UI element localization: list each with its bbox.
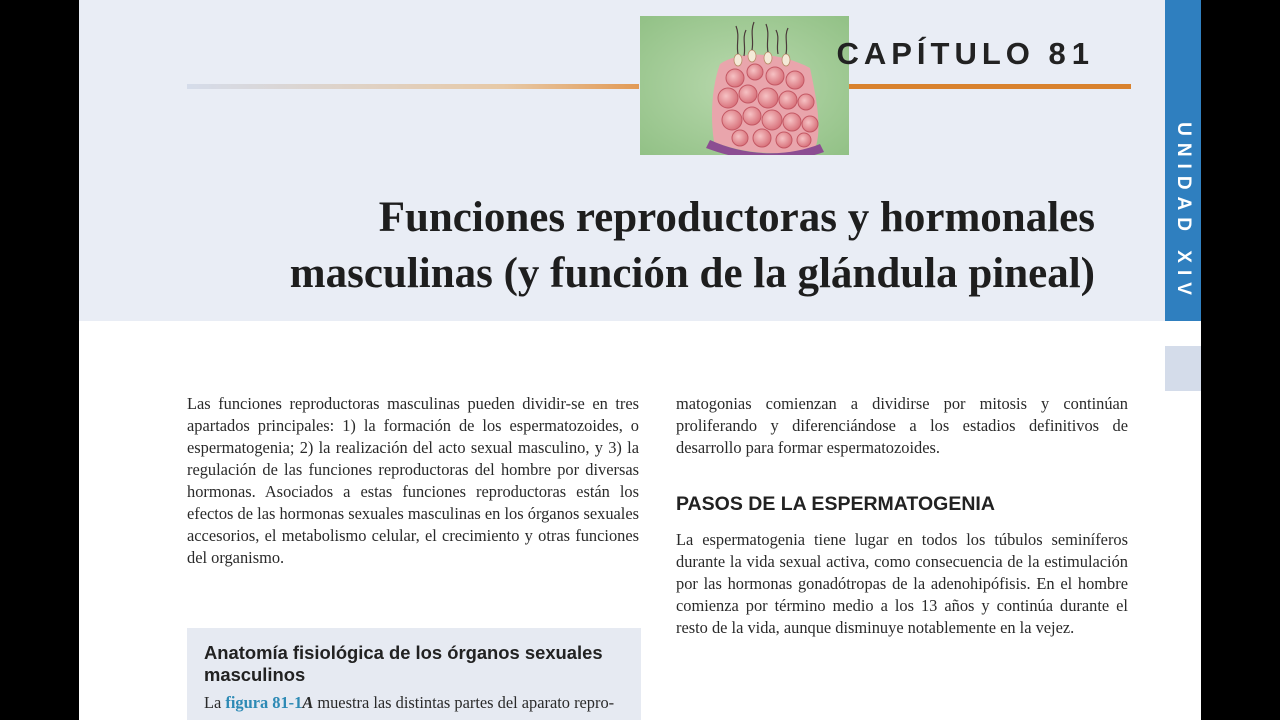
section-paragraph: La espermatogenia tiene lugar en todos los túbulos seminíferos durante la vida sexual activa, como consecuencia de la estimulación por las hormonas gonadótropas de la adenohipófisis. En el hombre comienza por término medio a los 13 años y continúa durante el resto de la vida, aunque disminuye notablemente en la vejez. [676, 530, 1128, 637]
chapter-number: 81 [1048, 36, 1095, 71]
chapter-title [195, 190, 1095, 302]
chapter-title-line1: Funciones reproductoras y hormonales [378, 194, 1095, 241]
section-heading: PASOS DE LA ESPERMATOGENIA [676, 493, 995, 515]
box-title: Anatomía fisiológica de los órganos sexuales masculinos [204, 642, 603, 685]
chapter-label-text: CAPÍTULO [836, 36, 1035, 71]
chapter-title-line2: masculinas (y función de la glándula pineal) [289, 250, 1095, 297]
unit-tab-label: UNIDAD XIV [1173, 122, 1194, 302]
box-text [204, 692, 634, 714]
tissue-illustration-svg [640, 16, 849, 155]
sidebar-box [187, 628, 641, 720]
box-text-rest: muestra las distintas partes del aparato repro- [313, 693, 615, 712]
chapter-header [79, 0, 1165, 321]
continuation-paragraph: matogonias comienzan a dividirse por mitosis y continúan proliferando y diferenciándose a los estadios definitivos de desarrollo para formar espermatozoides. [676, 394, 1128, 457]
tissue-illustration [640, 16, 849, 155]
chapter-label [836, 36, 1095, 72]
box-text-prefix: La [204, 693, 226, 712]
figure-letter: A [302, 693, 314, 712]
unit-tab-light [1165, 346, 1201, 391]
header-rule-left [187, 84, 639, 89]
figure-reference-link[interactable]: figura 81-1 [225, 693, 303, 712]
intro-paragraph: Las funciones reproductoras masculinas pueden dividir-se en tres apartados principales: 1) la formación de los espermatozoides, o espermatogenia; 2) la realización del acto sexual masculino, y 3) la regulación de las funciones reproductoras del hombre por diversas hormonas. Asociados a estas funciones reproductoras están los efectos de las hormonas sexuales masculinas en los órganos sexuales accesorios, el metabolismo celular, el crecimiento y otras funciones del organismo. [187, 394, 639, 567]
header-rule-right [849, 84, 1131, 89]
book-page [79, 0, 1201, 720]
